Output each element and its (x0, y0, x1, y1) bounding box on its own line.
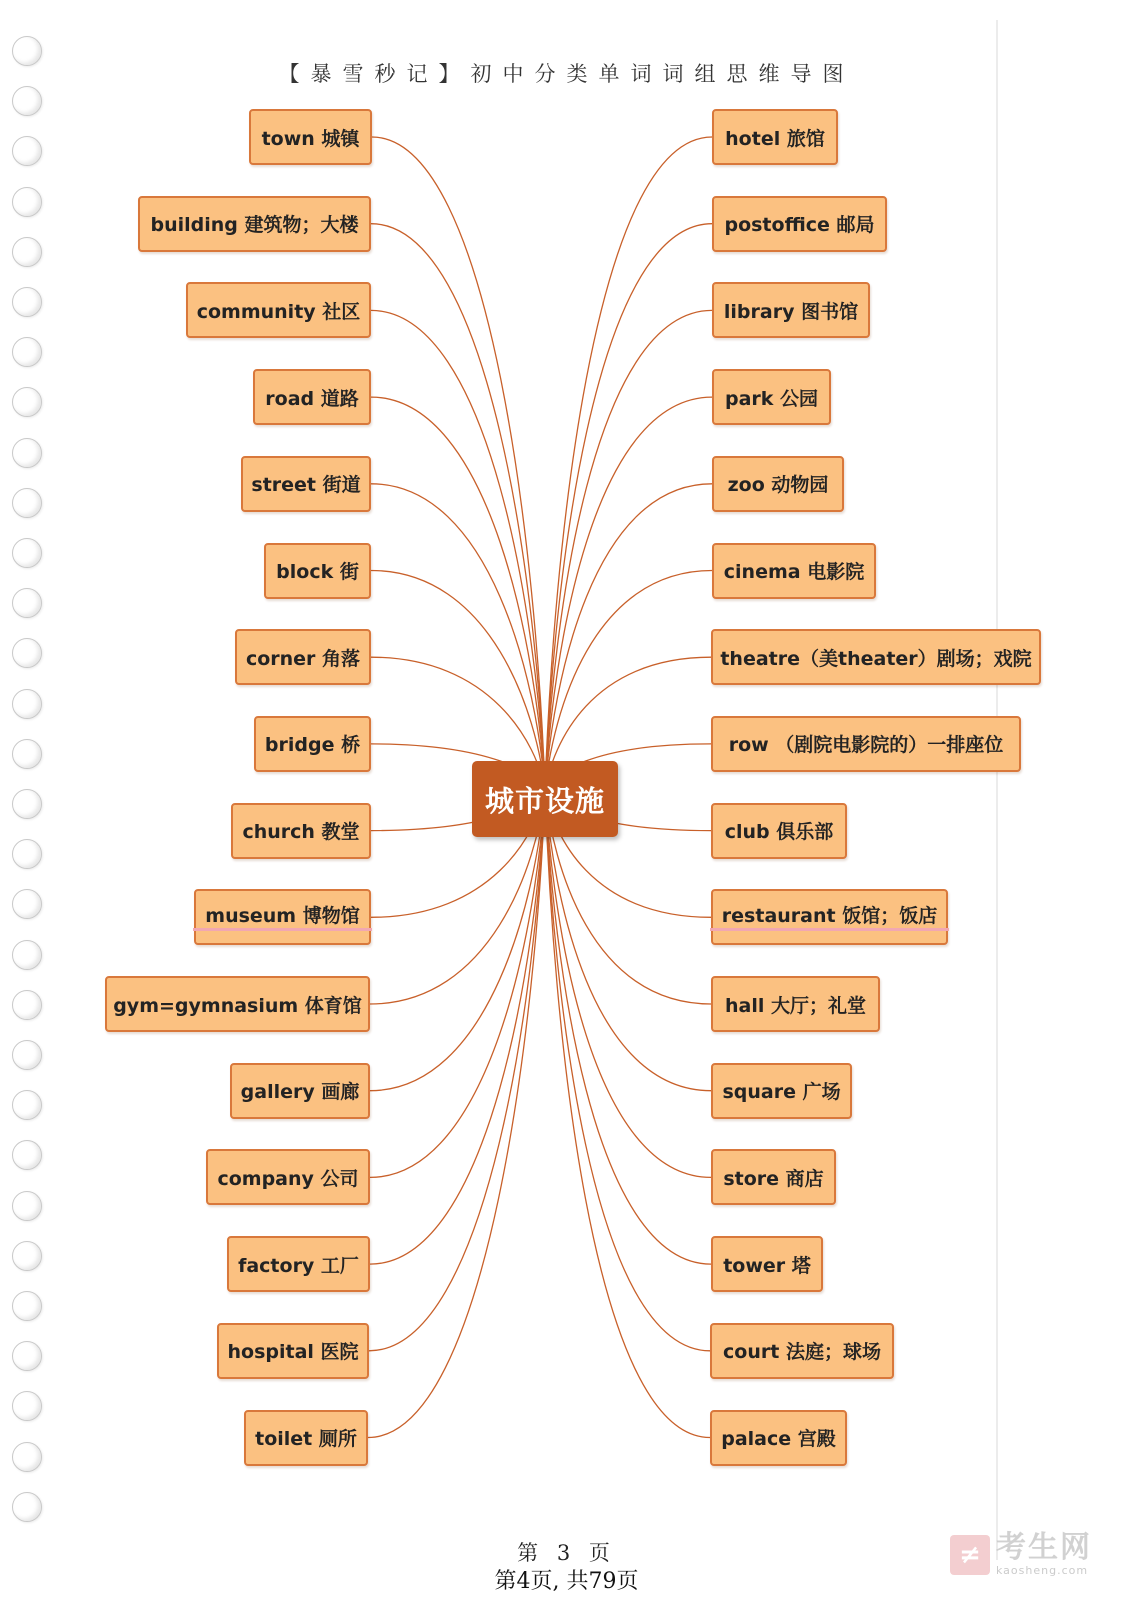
connector-toilet (368, 790, 545, 1438)
node-building (138, 196, 371, 252)
node-road (253, 369, 371, 425)
node-library (712, 282, 870, 338)
connector-tower (545, 790, 711, 1264)
node-label: library 图书馆 (723, 300, 859, 323)
node-court (710, 1323, 894, 1379)
node-zoo (712, 456, 844, 512)
connector-palace (545, 790, 710, 1438)
node-label: gallery 画廊 (240, 1081, 360, 1104)
node-town (249, 109, 372, 165)
node-label: square 广场 (722, 1081, 841, 1104)
node-community (186, 282, 371, 338)
node-square (711, 1063, 852, 1119)
watermark-url: kaosheng.com (996, 1564, 1089, 1577)
node-label: factory 工厂 (238, 1254, 359, 1277)
node-label: building 建筑物；大楼 (150, 214, 359, 237)
connector-store (545, 790, 711, 1177)
node-corner (235, 629, 371, 685)
node-church (231, 803, 371, 859)
node-label: palace 宫殿 (721, 1428, 836, 1450)
node-block (264, 543, 371, 599)
node-label: street 街道 (251, 474, 361, 497)
connector-factory (370, 790, 545, 1264)
page-number: 第 3 页 (517, 1541, 616, 1565)
watermark (950, 1530, 1092, 1577)
node-hotel (712, 109, 838, 165)
node-label: zoo 动物园 (727, 474, 829, 497)
connector-court (545, 790, 710, 1351)
page-header: 【暴雪秒记】初中分类单词词组思维导图 (278, 62, 855, 86)
connector-road (371, 397, 545, 790)
node-label: bridge 桥 (264, 734, 361, 757)
node-label: road 道路 (265, 387, 359, 410)
node-label: club 俱乐部 (724, 821, 834, 844)
node-restaurant (711, 889, 948, 945)
center-node: 城市设施 (472, 761, 618, 837)
node-label: park 公园 (724, 387, 819, 410)
node-gallery (230, 1063, 370, 1119)
node-label: hall 大厅；礼堂 (725, 994, 866, 1017)
node-label: toilet 厕所 (255, 1428, 357, 1450)
node-label: postoffice 邮局 (724, 214, 875, 237)
node-label: row （剧院电影院的）一排座位 (728, 734, 1004, 757)
node-club (711, 803, 847, 859)
node-hospital (217, 1323, 369, 1379)
node-palace (710, 1410, 847, 1466)
node-label: company 公司 (217, 1167, 359, 1190)
node-label: court 法庭；球场 (723, 1341, 881, 1364)
node-label: community 社区 (196, 300, 361, 323)
node-label: corner 角落 (245, 647, 361, 670)
node-park (712, 369, 831, 425)
watermark-text (996, 1530, 1092, 1577)
node-street (241, 456, 371, 512)
node-company (206, 1149, 370, 1205)
node-gym (105, 976, 370, 1032)
node-label: town 城镇 (261, 127, 360, 150)
page-count: 第4页, 共79页 (494, 1569, 639, 1594)
node-label: tower 塔 (723, 1254, 811, 1277)
node-label: church 教堂 (242, 821, 360, 844)
node-factory (227, 1236, 370, 1292)
node-row (711, 716, 1021, 772)
node-label: hotel 旅馆 (725, 127, 825, 150)
node-label: cinema 电影院 (723, 561, 865, 583)
connector-building (371, 224, 545, 790)
connector-hospital (369, 790, 545, 1351)
node-toilet (244, 1410, 368, 1466)
node-hall (711, 976, 880, 1032)
node-label: restaurant 饭馆；饭店 (710, 904, 949, 931)
connector-block (371, 571, 545, 791)
connector-town (372, 137, 545, 790)
connector-hotel (545, 137, 712, 790)
node-cinema (712, 543, 876, 599)
node-label: block 街 (276, 561, 359, 583)
node-label: store 商店 (723, 1167, 824, 1190)
node-tower (711, 1236, 823, 1292)
node-label: museum 博物馆 (193, 904, 371, 931)
watermark-logo-icon: ≠ (950, 1535, 990, 1575)
node-store (711, 1149, 836, 1205)
node-label: gym=gymnasium 体育馆 (113, 994, 362, 1017)
connector-library (545, 310, 712, 790)
connector-postoffice (545, 224, 712, 790)
node-label: hospital 医院 (227, 1341, 359, 1364)
connector-community (371, 310, 545, 790)
node-postoffice (712, 196, 887, 252)
connector-park (545, 397, 712, 790)
watermark-brand: 考生网 (996, 1530, 1092, 1565)
node-bridge (254, 716, 371, 772)
node-label: theatre（美theater）剧场；戏院 (720, 647, 1032, 670)
node-theatre (711, 629, 1041, 685)
node-museum (194, 889, 371, 945)
